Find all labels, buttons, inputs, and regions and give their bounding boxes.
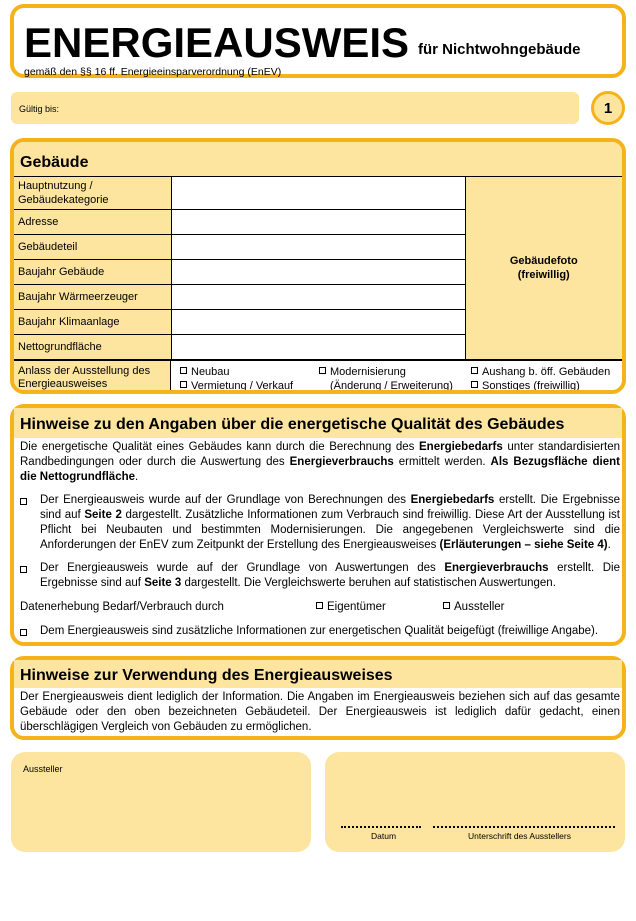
date-label: Datum [371, 831, 397, 841]
validity-label: Gültig bis: [19, 104, 60, 114]
signature-line[interactable] [433, 826, 615, 828]
document-subtitle: für Nichtwohngebäude [418, 41, 581, 58]
document-header [10, 4, 626, 78]
notes-intro: Die energetische Qualität eines Gebäudes kann durch die Berechnung des Energiebedarfs unter standardisierten Randbedingungen oder durch die Auswertung des Energieverbrauchs ermittelt werden. Als Bezugsfläche dient die Nettogrundfläche. [20, 441, 620, 483]
reason-rent-checkbox[interactable] [180, 380, 293, 393]
row-label-ac-year: Baujahr Klimaanlage [14, 310, 171, 335]
validity-field[interactable] [11, 92, 579, 124]
checkbox-icon [20, 498, 27, 505]
reason-new-checkbox[interactable] [180, 366, 230, 379]
owner-label: Eigentümer [327, 601, 386, 613]
usage-section [10, 656, 626, 740]
building-photo-label: Gebäudefoto (freiwillig) [509, 255, 578, 281]
page-number-badge: 1 [591, 91, 625, 125]
reason-other-label: Sonstiges (freiwillig) [482, 380, 580, 392]
checkbox-icon [180, 381, 187, 388]
reason-other-checkbox[interactable] [471, 380, 580, 393]
notes-section-title: Hinweise zu den Angaben über die energetische Qualität des Gebäudes [20, 416, 565, 433]
notes-section-header [14, 408, 622, 438]
reason-rent-label: Vermietung / Verkauf [191, 380, 294, 392]
year-built-input[interactable] [171, 260, 465, 285]
building-section-title: Gebäude [20, 154, 89, 171]
row-label-heater-year: Baujahr Wärmeerzeuger [14, 285, 171, 310]
address-input[interactable] [171, 210, 465, 235]
issue-reason-row [14, 360, 622, 394]
building-section [10, 138, 626, 394]
issuer-field-label: Aussteller [23, 764, 63, 774]
building-photo-placeholder[interactable] [465, 177, 622, 360]
checkbox-icon [443, 602, 450, 609]
issue-reason-label: Anlass der Ausstellung des Energieausweises [14, 361, 171, 394]
reason-modern-sub: (Änderung / Erweiterung) [330, 380, 453, 392]
ac-year-input[interactable] [171, 310, 465, 335]
document-title: ENERGIEAUSWEIS [24, 19, 410, 66]
issuer-label: Aussteller [454, 601, 505, 613]
usage-text: Der Energieausweis dient lediglich der Information. Die Angaben im Energieausweis beziehen sich auf das gesamte Gebäude oder den oben bezeichneten Gebäudeteil. Der Energieausweis ist lediglich dafür gedacht, einen überschlägigen Vergleich von Gebäuden zu ermöglichen. [20, 691, 620, 733]
signature-area [325, 752, 625, 852]
building-section-header [14, 142, 622, 176]
reason-new-label: Neubau [191, 366, 230, 378]
building-table [14, 176, 622, 360]
checkbox-icon [316, 602, 323, 609]
usage-section-header [14, 660, 622, 688]
heater-year-input[interactable] [171, 285, 465, 310]
signature-label: Unterschrift des Ausstellers [468, 831, 571, 841]
usage-section-title: Hinweise zur Verwendung des Energieausweises [20, 667, 393, 684]
checkbox-icon [180, 367, 187, 374]
option-consumption-checkbox[interactable] [20, 565, 31, 578]
issuer-checkbox[interactable] [443, 601, 505, 614]
row-label-net-area: Nettogrundfläche [14, 335, 171, 360]
reason-modern-checkbox[interactable] [319, 366, 406, 379]
owner-checkbox[interactable] [316, 601, 386, 614]
row-label-address: Adresse [14, 210, 171, 235]
checkbox-icon [471, 381, 478, 388]
reason-modern-label: Modernisierung [330, 366, 406, 378]
option-demand-text: Der Energieausweis wurde auf der Grundlage von Berechnungen des Energiebedarfs erstellt. Die Ergebnisse sind auf Seite 2 dargestellt. Zusätzliche Informationen zum Verbrauch sind freiwillig. Diese Art der Ausstellung ist Pflicht bei Neubauten und bestimmten Modernisierungen. Die angegebenen Vergleichswerte sind die Anforderungen der EnEV zum Zeitpunkt der Erstellung des Energieausweises (Erläuterungen – siehe Seite 4). [40, 494, 620, 551]
extra-info-text: Dem Energieausweis sind zusätzliche Informationen zur energetischen Qualität beigefügt (freiwillige Angabe). [40, 625, 599, 637]
issuer-field[interactable] [11, 752, 311, 852]
extra-info-checkbox[interactable] [20, 628, 31, 641]
checkbox-icon [471, 367, 478, 374]
notes-section [10, 404, 626, 646]
row-label-year-built: Baujahr Gebäude [14, 260, 171, 285]
net-area-input[interactable] [171, 335, 465, 360]
checkbox-icon [319, 367, 326, 374]
checkbox-icon [20, 566, 27, 573]
reason-public-checkbox[interactable] [471, 366, 610, 379]
building-part-input[interactable] [171, 235, 465, 260]
row-label-usage: Hauptnutzung / Gebäudekategorie [14, 177, 171, 210]
option-demand-checkbox[interactable] [20, 497, 31, 510]
row-label-building-part: Gebäudeteil [14, 235, 171, 260]
option-consumption-text: Der Energieausweis wurde auf der Grundlage von Auswertungen des Energieverbrauchs erstellt. Die Ergebnisse sind auf Seite 3 dargestellt. Die Vergleichswerte beruhen auf statistischen Auswertungen. [40, 562, 620, 589]
checkbox-icon [20, 629, 27, 636]
legal-reference: gemäß den §§ 16 ff. Energieeinsparverordnung (EnEV) [24, 66, 282, 78]
data-collection-label: Datenerhebung Bedarf/Verbrauch durch [20, 601, 224, 613]
usage-input[interactable] [171, 177, 465, 210]
date-line[interactable] [341, 826, 421, 828]
reason-public-label: Aushang b. öff. Gebäuden [482, 366, 611, 378]
